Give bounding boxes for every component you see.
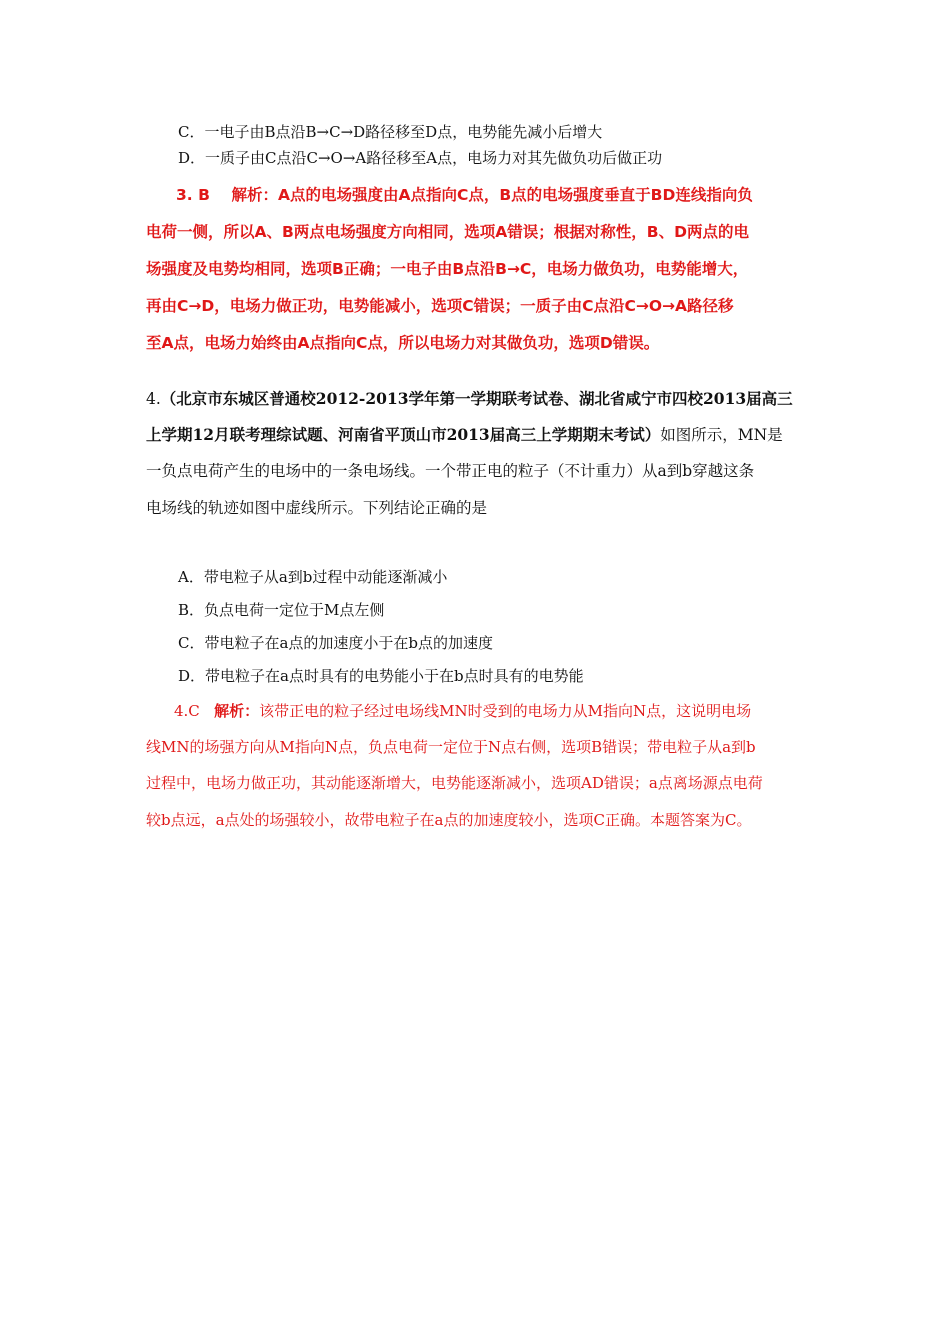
q3-solution-line-4: 再由C→D，电场力做正功，电势能减小，选项C错误；一质子由C点沿C→O→A路径移 bbox=[146, 297, 734, 315]
q3-solution-line-2: 电荷一侧，所以A、B两点电场强度方向相同，选项A错误；根据对称性，B、D两点的电 bbox=[146, 223, 749, 241]
q3-solution-text: A点的电场强度由A点指向C点，B点的电场强度垂直于BD连线指向负 bbox=[278, 186, 753, 204]
q4-answer-label: 4.C bbox=[174, 702, 200, 720]
q3-solution-line-3: 场强度及电势均相同，选项B正确；一电子由B点沿B→C，电场力做负功，电势能增大， bbox=[146, 260, 749, 278]
q4-solution-line-4: 较b点远，a点处的场强较小，故带电粒子在a点的加速度较小，选项C正确。本题答案为C。 bbox=[146, 811, 752, 829]
q3-answer-label: 3. B bbox=[176, 186, 210, 204]
q3-solution-line-5: 至A点，电场力始终由A点指向C点，所以电场力对其做负功，选项D错误。 bbox=[146, 334, 660, 352]
q3-option-c: C．一电子由B点沿B→C→D路径移至D点，电势能先减小后增大 bbox=[178, 123, 603, 141]
q4-solution-line-2: 线MN的场强方向从M指向N点，负点电荷一定位于N点右侧，选项B错误；带电粒子从a到b bbox=[146, 738, 756, 756]
q3-analysis-label: 解析： bbox=[231, 186, 278, 204]
q4-stem-line-2: 电场线的轨迹如图中虚线所示。下列结论正确的是 bbox=[146, 499, 488, 517]
q4-option-b: B．负点电荷一定位于M点左侧 bbox=[178, 601, 385, 619]
q4-source-line-1 bbox=[146, 389, 793, 409]
q4-option-d: D．带电粒子在a点时具有的电势能小于在b点时具有的电势能 bbox=[178, 667, 584, 685]
q4-solution-text: 该带正电的粒子经过电场线MN时受到的电场力从M指向N点，这说明电场 bbox=[259, 702, 752, 720]
q4-option-c: C．带电粒子在a点的加速度小于在b点的加速度 bbox=[178, 634, 494, 652]
q4-stem-tail: 如图所示，MN是 bbox=[660, 426, 783, 444]
q4-number: 4. bbox=[146, 390, 161, 408]
q3-option-d: D．一质子由C点沿C→O→A路径移至A点，电场力对其先做负功后做正功 bbox=[178, 149, 663, 167]
q4-option-a: A．带电粒子从a到b过程中动能逐渐减小 bbox=[178, 568, 448, 586]
q3-solution-line-1 bbox=[146, 185, 753, 205]
q4-solution-line-1 bbox=[146, 701, 751, 721]
q4-solution-line-3: 过程中，电场力做正功，其动能逐渐增大，电势能逐渐减小，选项AD错误；a点离场源点电荷 bbox=[146, 774, 763, 792]
q4-source-line-2 bbox=[146, 425, 783, 445]
q4-source-text-2: 上学期12月联考理综试题、河南省平顶山市2013届高三上学期期末考试） bbox=[146, 425, 661, 444]
q4-stem-line-1: 一负点电荷产生的电场中的一条电场线。一个带正电的粒子（不计重力）从a到b穿越这条 bbox=[146, 462, 755, 480]
q4-source-text-1: （北京市东城区普通校2012-2013学年第一学期联考试卷、湖北省咸宁市四校2013届高三 bbox=[160, 389, 793, 408]
q4-analysis-label: 解析： bbox=[214, 702, 260, 720]
